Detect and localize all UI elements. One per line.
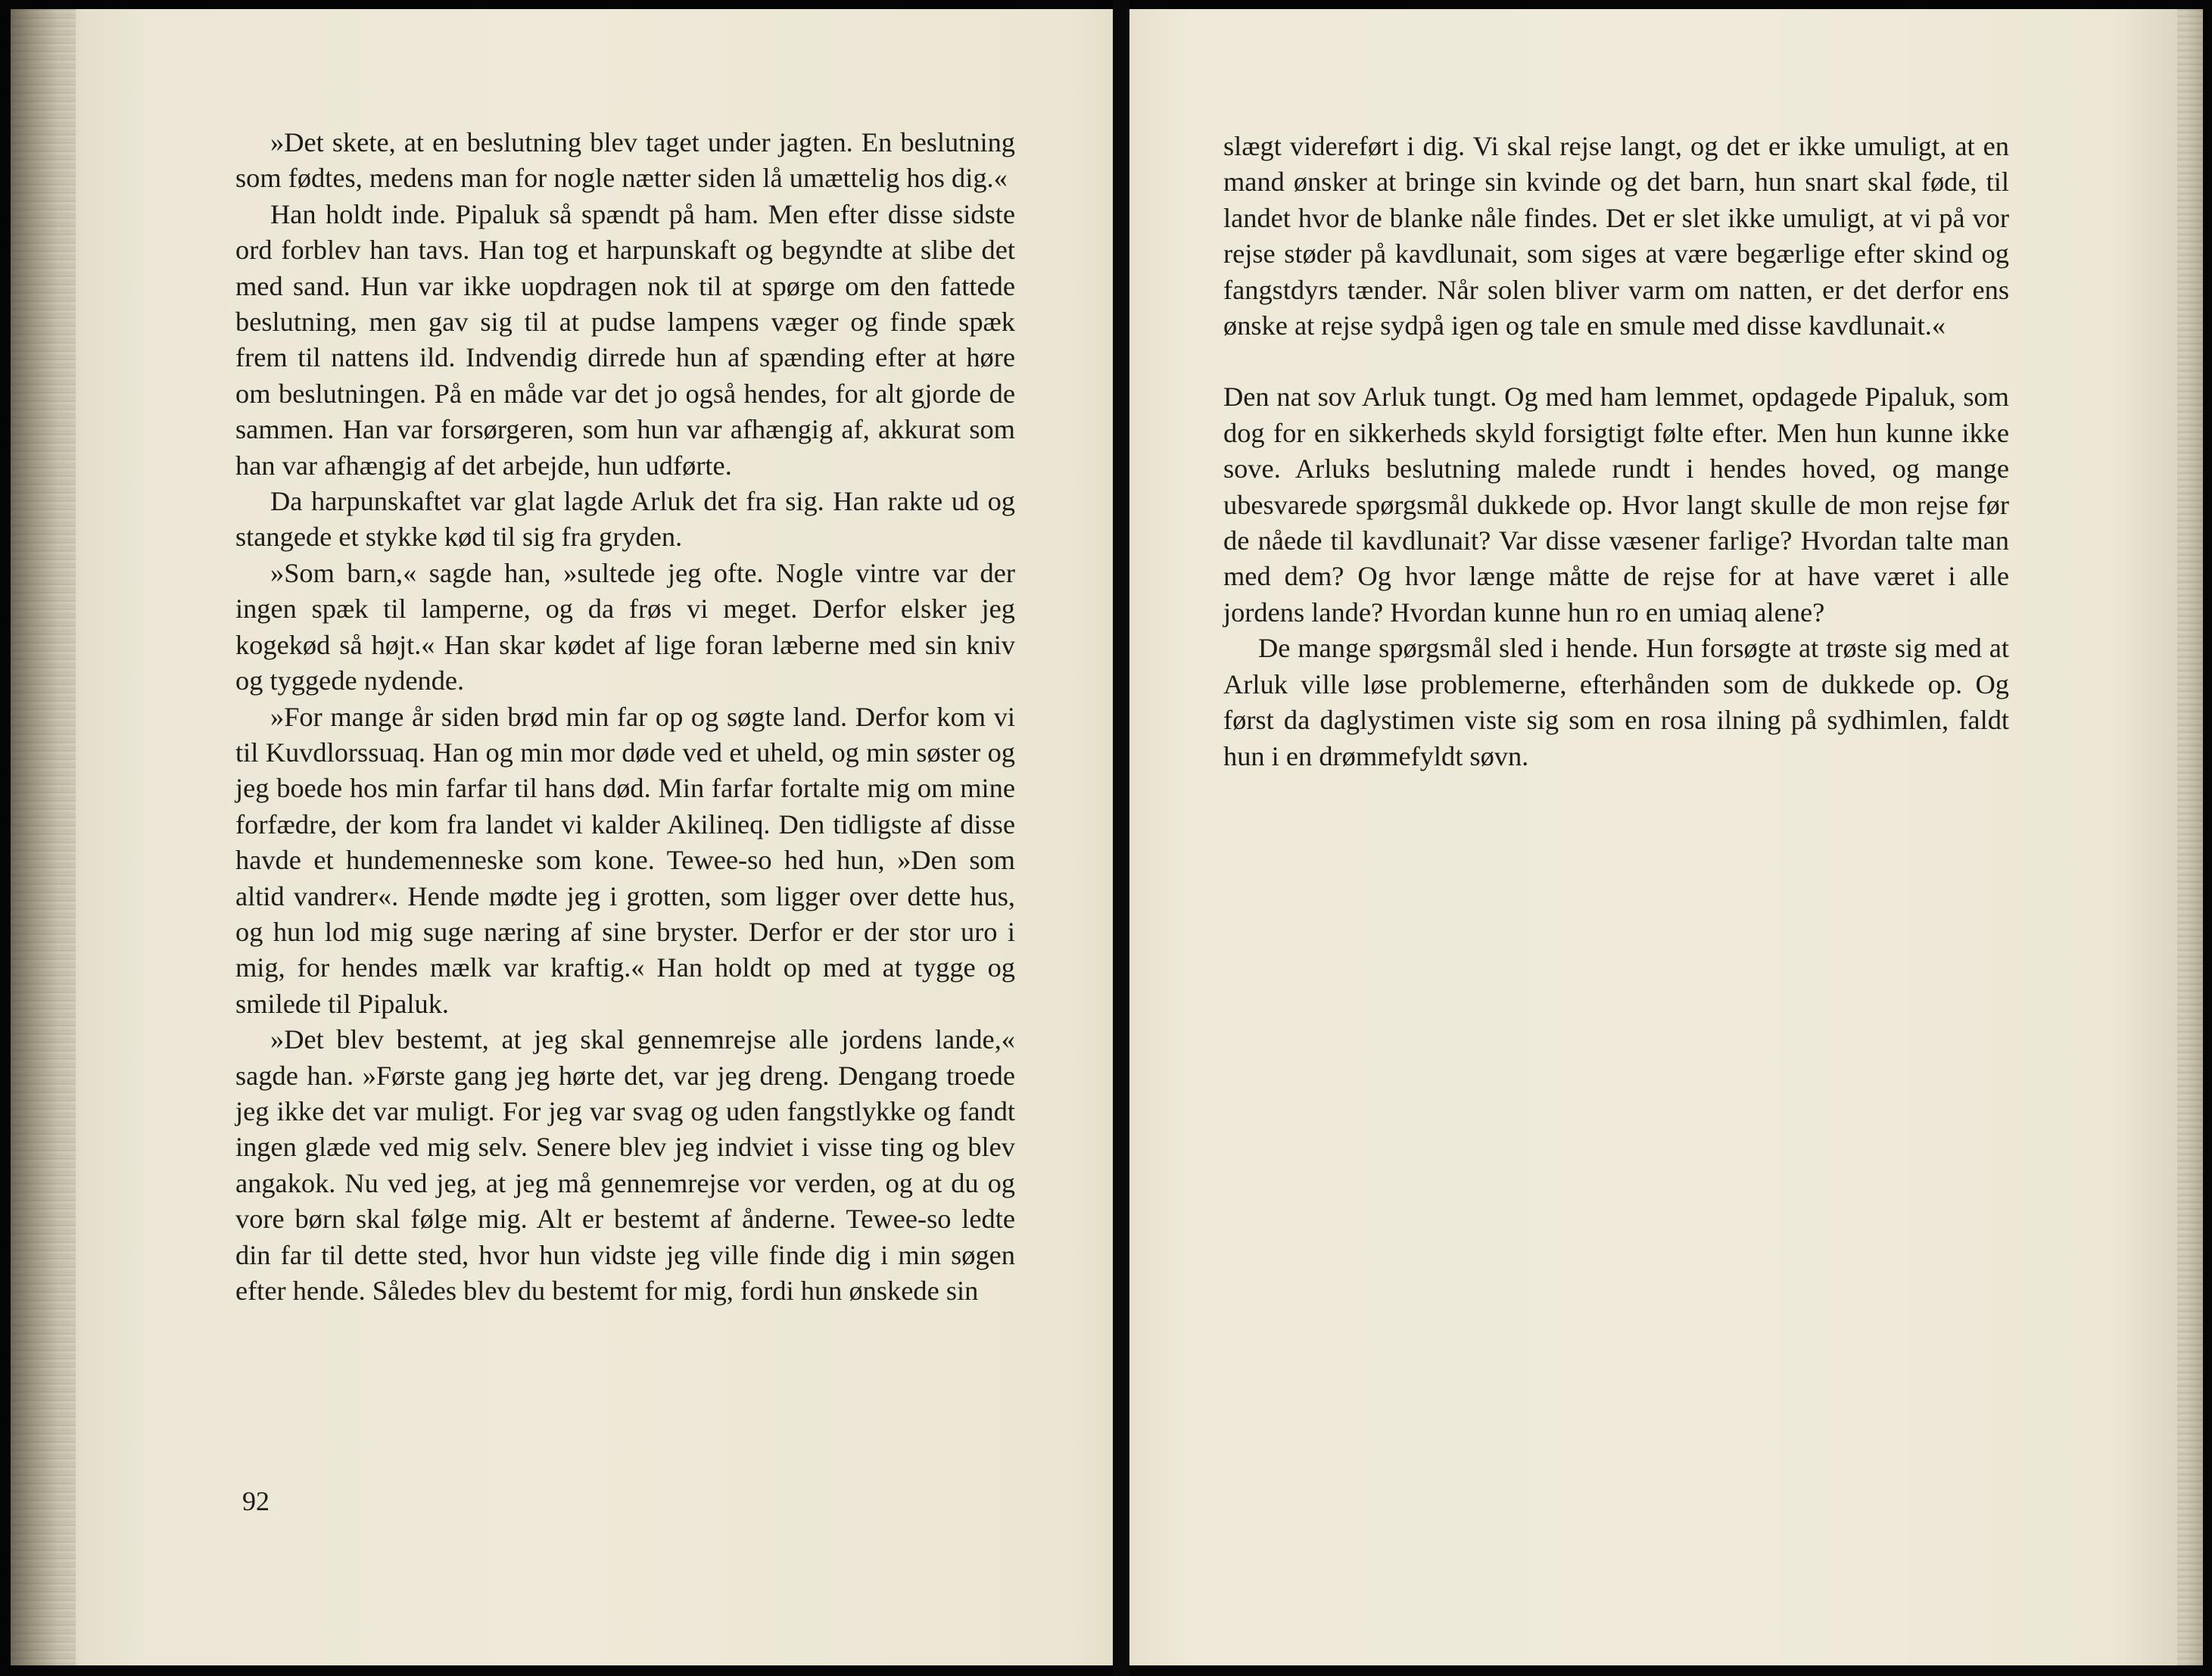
- left-page-text: [235, 125, 1015, 1309]
- book-gutter: [1113, 0, 1129, 1676]
- paragraph: »For mange år siden brød min far op og søgte land. Derfor kom vi til Kuvdlorssuaq. Han og min mor døde ved et uheld, og min søster og jeg boede hos min farfar til hans død. Min farfar fortalte mig om mine forfædre, der kom fra landet vi kalder Akilineq. Den tidligste af disse havde et hundemenneske som kone. Tewee-so hed hun, »Den som altid vandrer«. Hende mødte jeg i grotten, som ligger over dette hus, og hun lod mig suge næring af sine bryster. Derfor er der stor uro i mig, for hendes mælk var kraftig.« Han holdt op med at tygge og smilede til Pipaluk.: [235, 701, 1015, 1019]
- paragraph: De mange spørgsmål sled i hende. Hun forsøgte at trøste sig med at Arluk ville løse problemerne, efterhånden som de dukkede op. Og først da daglystimen viste sig som en rosa ilning på sydhimlen, faldt hun i en drømmefyldt søvn.: [1223, 633, 2009, 771]
- paragraph: Han holdt inde. Pipaluk så spændt på ham. Men efter disse sidste ord forblev han tavs. Han tog et harpunskaft og begyndte at slibe det med sand. Hun var ikke uopdragen nok til at spørge om den fattede beslutning, men gav sig til at pudse lampens væger og finde spæk frem til nattens ild. Indvendig dirrede hun af spænding efter at høre om beslutningen. På en måde var det jo også hendes, for alt gjorde de sammen. Han var forsørgeren, som hun var afhængig af, akkurat som han var afhængig af det arbejde, hun udførte.: [235, 198, 1015, 481]
- paragraph: »Det blev bestemt, at jeg skal gennemrejse alle jordens lande,« sagde han. »Første gang jeg hørte det, var jeg dreng. Dengang troede jeg ikke det var muligt. For jeg var svag og uden fangstlykke og fandt ingen glæde ved mig selv. Senere blev jeg indviet i visse ting og blev angakok. Nu ved jeg, at jeg må gennemrejse vor verden, og at du og vore børn skal følge mig. Alt er bestemt af ånderne. Tewee-so ledte din far til dette sted, hvor hun vidste jeg ville finde dig i min søgen efter hende. Således blev du bestemt for mig, fordi hun ønskede sin: [235, 1024, 1015, 1306]
- page-number: 92: [242, 1486, 269, 1516]
- paragraph: slægt videreført i dig. Vi skal rejse langt, og det er ikke umuligt, at en mand ønsker at bringe sin kvinde og det barn, hun snart skal føde, til landet hvor de blanke nåle findes. Det er slet ikke umuligt, at vi på vor rejse støder på kavdlunait, som siges at være begærlige efter skind og fangstdyrs tænder. Når solen bliver varm om natten, er det derfor ens ønske at rejse sydpå igen og tale en smule med disse kavdlunait.«: [1223, 131, 2009, 341]
- paragraph: Da harpunskaftet var glat lagde Arluk det fra sig. Han rakte ud og stangede et stykke kød til sig fra gryden.: [235, 486, 1015, 553]
- right-page-text: [1223, 129, 2009, 774]
- right-page-edge: [2177, 9, 2203, 1665]
- paragraph: »Som barn,« sagde han, »sultede jeg ofte. Nogle vintre var der ingen spæk til lamperne, og da frøs vi meget. Derfor elsker jeg kogekød så højt.« Han skar kødet af lige foran læberne med sin kniv og tyggede nydende.: [235, 557, 1015, 696]
- left-page-edge: [11, 9, 76, 1665]
- left-page: [11, 9, 1113, 1665]
- paragraph: »Det skete, at en beslutning blev taget under jagten. En beslutning som fødtes, medens man for nogle nætter siden lå umættelig hos dig.«: [235, 127, 1015, 194]
- paragraph: Den nat sov Arluk tungt. Og med ham lemmet, opdagede Pipaluk, som dog for en sikkerheds skyld forsigtigt følte efter. Men hun kunne ikke sove. Arluks beslutning malede rundt i hendes hoved, og mange ubesvarede spørgsmål dukkede op. Hvor langt skulle de mon rejse før de nåede til kavdlunait? Var disse væsener farlige? Hvordan talte man med dem? Og hvor længe måtte de rejse for at have været i alle jordens lande? Hvordan kunne hun ro en umiaq alene?: [1223, 382, 2009, 628]
